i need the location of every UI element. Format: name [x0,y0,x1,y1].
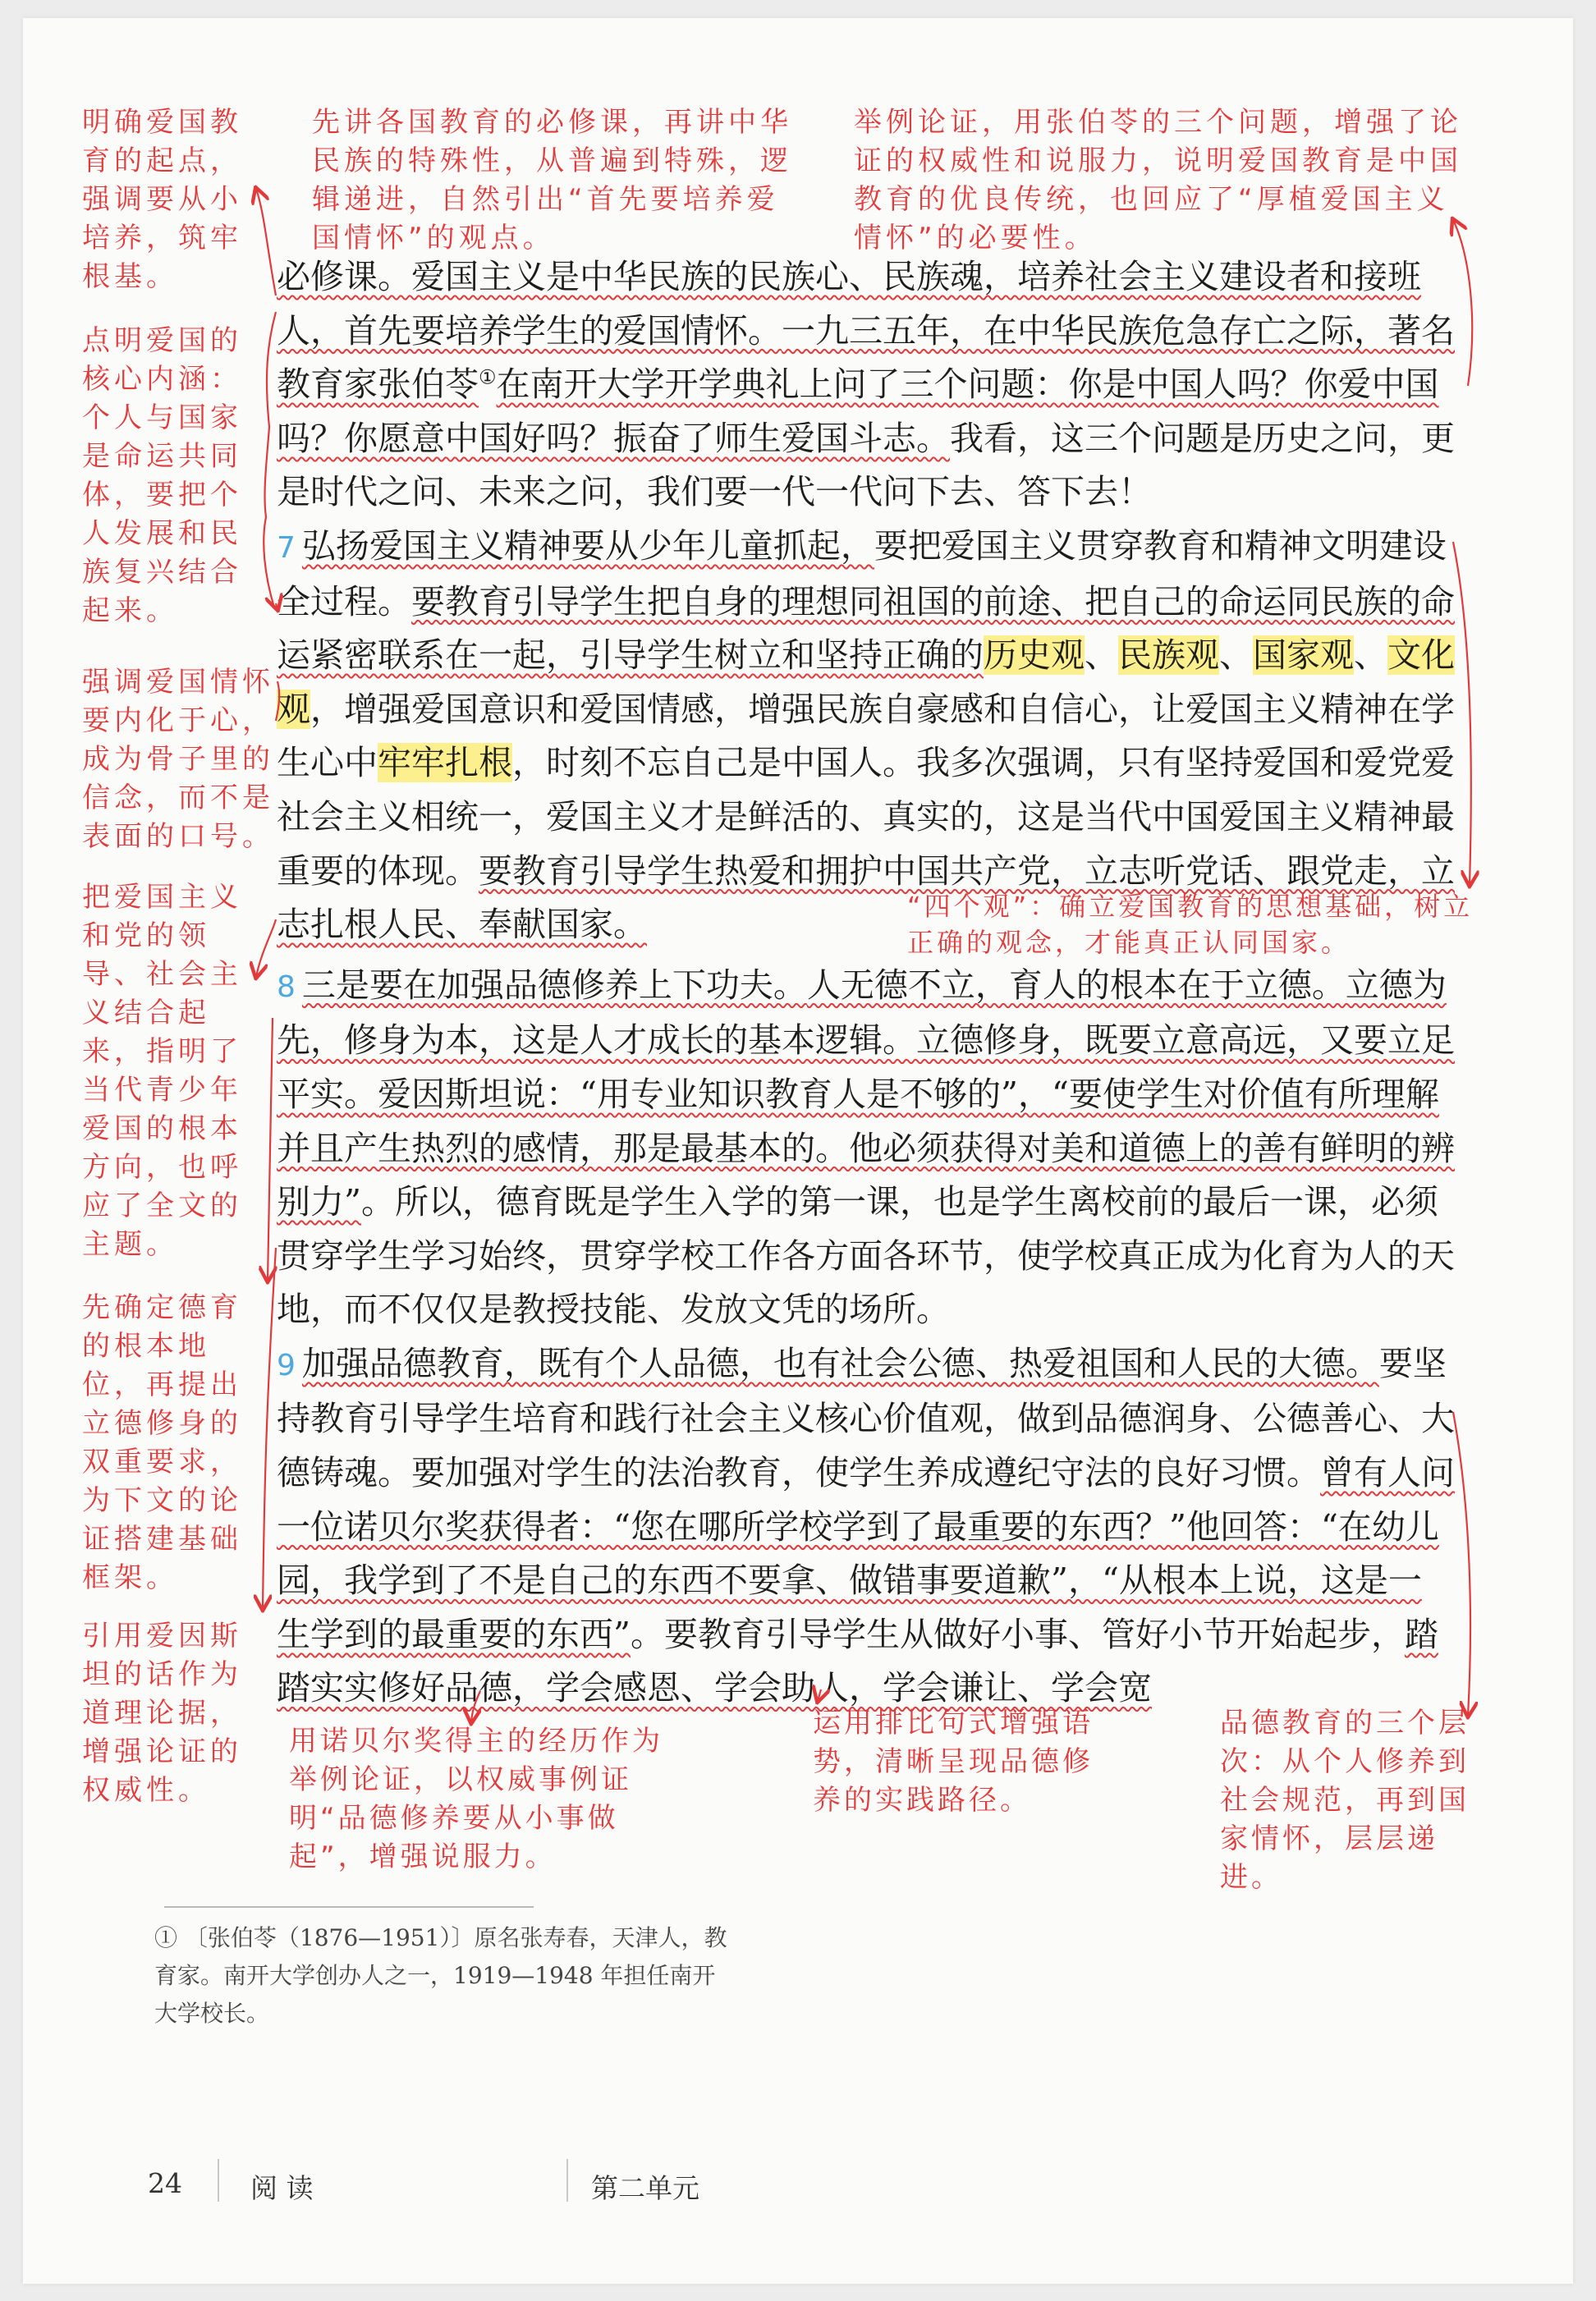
left-note-1: 明确爱国教育的起点，强调要从小培养，筑牢根基。 [82,106,242,293]
bottom-note-parallelism: 运用排比句式增强语势，清晰呈现品德修养的实践路径。 [813,1707,1094,1817]
footnote-ref[interactable]: ① [479,365,497,389]
page-number: 24 [148,2167,182,2199]
four-views-note: “四个观”：确立爱国教育的思想基础，树立正确的观念，才能真正认同国家。 [907,891,1474,958]
footnote-mark: ① [154,1924,178,1951]
footer-unit: 第二单元 [591,2172,699,2204]
left-note-4: 把爱国主义和党的领导、社会主义结合起来，指明了当代青少年爱国的根本方向，也呼应了全文的主题。 [82,881,242,1261]
highlight-country-view: 国家观 [1253,635,1354,676]
paragraph-6-continued: 必修课。爱国主义是中华民族的民族心、民族魂，培养社会主义建设者和接班人，首先要培养学生的爱国情怀。一九三五年，在中华民族危急存亡之际，著名教育家张伯苓①在南开大学开学典礼上问了三个问题：你是中国人吗？你爱中国吗？你愿意中国好吗？振奋了师生爱国斗志。我看，这三个问题是历史之问，更是时代之问、未来之问，我们要一代一代问下去、答下去！ [277,257,1455,512]
left-note-3: 强调爱国情怀要内化于心，成为骨子里的信念，而不是表面的口号。 [82,666,274,853]
highlight-nation-view: 民族观 [1118,635,1219,676]
footnote [154,1919,729,2033]
paragraph-9: 9 加强品德教育，既有个人品德，也有社会公德、热爱祖国和人民的大德。要坚持教育引导学生培育和践行社会主义核心价值观，做到品德润身、公德善心、大德铸魂。要加强对学生的法治教育，使学生养成遵纪守法的良好习惯。曾有人问一位诺贝尔奖获得者：“您在哪所学校学到了最重要的东西？”他回答：“在幼儿园，我学到了不是自己的东西不要拿、做错事要道歉”，“从根本上说，这是一生学到的最重要的东西”。要教育引导学生从做好小事、管好小节开始起步，踏踏实实修好品德，学会感恩、学会助人，学会谦让、学会宽 [277,1343,1455,1708]
paragraph-number-9: 9 [277,1348,296,1382]
highlight-culture-view: 文化观 [277,635,1455,729]
article-body [277,250,1455,1716]
paragraph-number-8: 8 [277,969,296,1004]
paragraph-7: 7 弘扬爱国主义精神要从少年儿童抓起，要把爱国主义贯穿教育和精神文明建设全过程。要教育引导学生把自身的理想同祖国的前途、把自己的命运同民族的命运紧密联系在一起，引导学生树立和坚持正确的历史观、民族观、国家观、文化观，增强爱国意识和爱国情感，增强民族自豪感和自信心，让爱国主义精神在学生心中牢牢扎根，时刻不忘自己是中国人。我多次强调，只有坚持爱国和爱党爱社会主义相统一，爱国主义才是鲜活的、真实的，这是当代中国爱国主义精神最重要的体现。要教育引导学生热爱和拥护中国共产党，立志听党话、跟党走，立志扎根人民、奉献国家。 [277,525,1455,945]
footer-separator-2 [566,2159,568,2202]
highlight-root-firmly: 牢牢扎根 [378,743,512,783]
footer-separator-1 [218,2159,219,2202]
bottom-note-nobel: 用诺贝尔奖得主的经历作为举例论证，以权威事例证明“品德修养要从小事做起”，增强说服力。 [289,1725,663,1873]
paragraph-number-7: 7 [277,530,296,565]
highlight-history-view: 历史观 [984,635,1085,676]
bottom-note-three-levels: 品德教育的三个层次：从个人修养到社会规范，再到国家情怀，层层递进。 [1220,1707,1470,1894]
footnote-rule [164,1906,534,1908]
footnote-text: 〔张伯苓（1876—1951）〕原名张寿春，天津人，教育家。南开大学创办人之一，1919—1948 年担任南开大学校长。 [154,1924,727,2027]
top-note-center: 先讲各国教育的必修课，再讲中华民族的特殊性，从普遍到特殊，逻辑递进，自然引出“首先要培养爱国情怀”的观点。 [312,106,792,254]
left-note-6: 引用爱因斯坦的话作为道理论据，增强论证的权威性。 [82,1620,242,1807]
left-note-2: 点明爱国的核心内涵：个人与国家是命运共同体，要把个人发展和民族复兴结合起来。 [82,324,242,627]
paragraph-8: 8 三是要在加强品德修养上下功夫。人无德不立，育人的根本在于立德。立德为先，修身为本，这是人才成长的基本逻辑。立德修身，既要立意高远，又要立足平实。爱因斯坦说：“用专业知识教育人是不够的”，“要使学生对价值有所理解并且产生热烈的感情，那是最基本的。他必须获得对美和道德上的善有鲜明的辨别力”。所以，德育既是学生入学的第一课，也是学生离校前的最后一课，必须贯穿学生学习始终，贯穿学校工作各方面各环节，使学校真正成为化育为人的天地，而不仅仅是教授技能、发放文凭的场所。 [277,965,1455,1330]
left-note-5: 先确定德育的根本地位，再提出立德修身的双重要求，为下文的论证搭建基础框架。 [82,1291,242,1594]
top-note-right: 举例论证，用张伯苓的三个问题，增强了论证的权威性和说服力，说明爱国教育是中国教育的优良传统，也回应了“厚植爱国主义情怀”的必要性。 [854,106,1462,254]
footer-section: 阅 读 [250,2172,314,2204]
